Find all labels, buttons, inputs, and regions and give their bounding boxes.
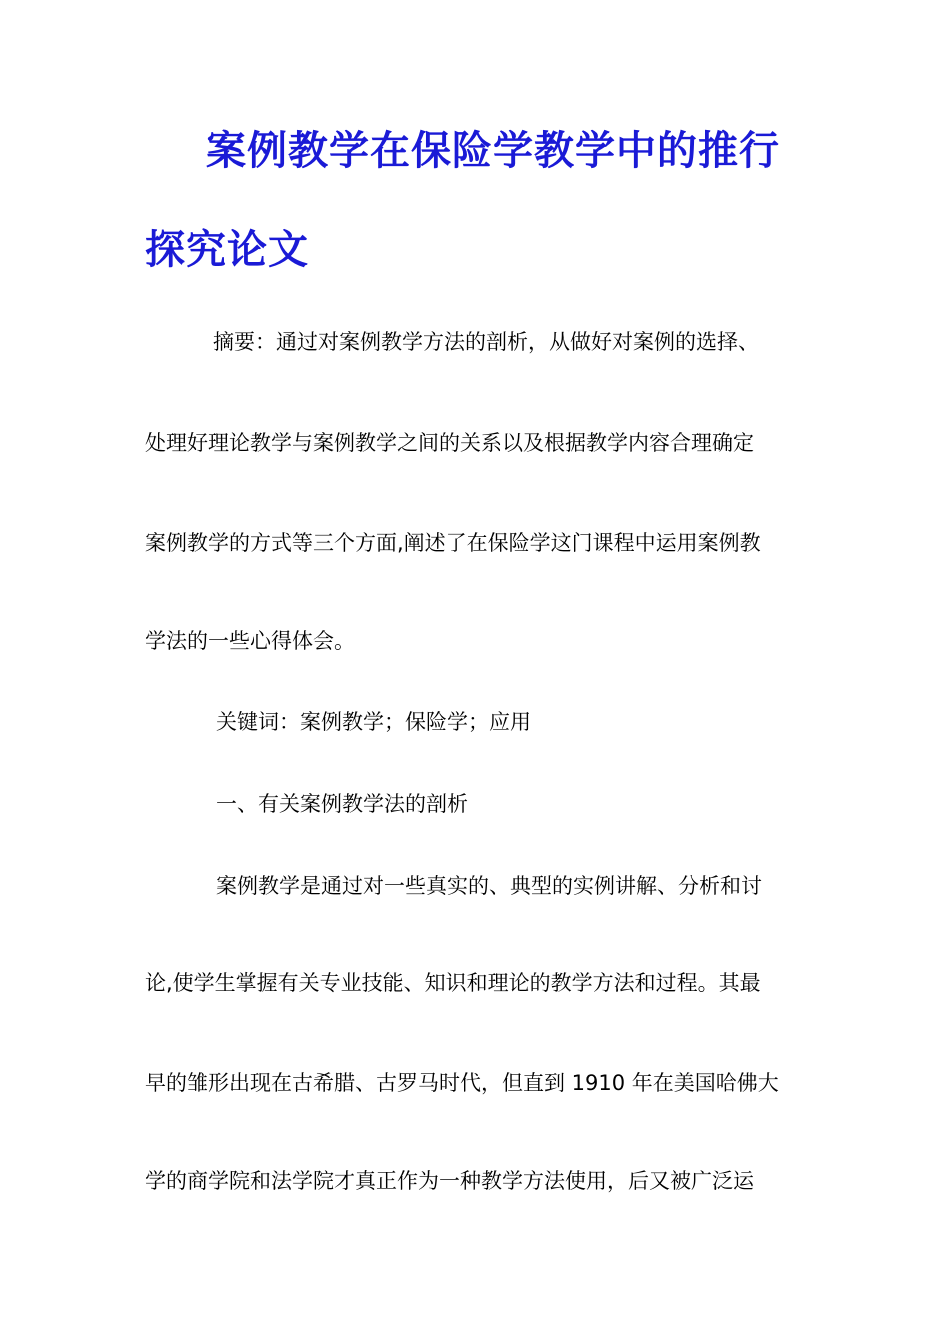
paragraph-line-2: 论,使学生掌握有关专业技能、知识和理论的教学方法和过程。其最 bbox=[145, 971, 761, 995]
document-title-line-1: 案例教学在保险学教学中的推行 bbox=[206, 128, 780, 174]
paragraph-line-1: 案例教学是通过对一些真实的、典型的实例讲解、分析和讨 bbox=[216, 874, 762, 898]
abstract-line-1: 摘要：通过对案例教学方法的剖析，从做好对案例的选择、 bbox=[213, 330, 759, 354]
keywords-line: 关键词：案例教学；保险学；应用 bbox=[216, 710, 531, 734]
abstract-line-2: 处理好理论教学与案例教学之间的关系以及根据教学内容合理确定 bbox=[145, 431, 754, 455]
document-title-line-2: 探究论文 bbox=[145, 227, 309, 273]
abstract-line-4: 学法的一些心得体会。 bbox=[145, 629, 355, 653]
paragraph-line-3: 早的雏形出现在古希腊、古罗马时代，但直到 1910 年在美国哈佛大 bbox=[145, 1071, 779, 1095]
paragraph-line-4: 学的商学院和法学院才真正作为一种教学方法使用，后又被广泛运 bbox=[145, 1169, 754, 1193]
section-heading: 一、有关案例教学法的剖析 bbox=[216, 792, 468, 816]
abstract-line-3: 案例教学的方式等三个方面,阐述了在保险学这门课程中运用案例教 bbox=[145, 531, 761, 555]
